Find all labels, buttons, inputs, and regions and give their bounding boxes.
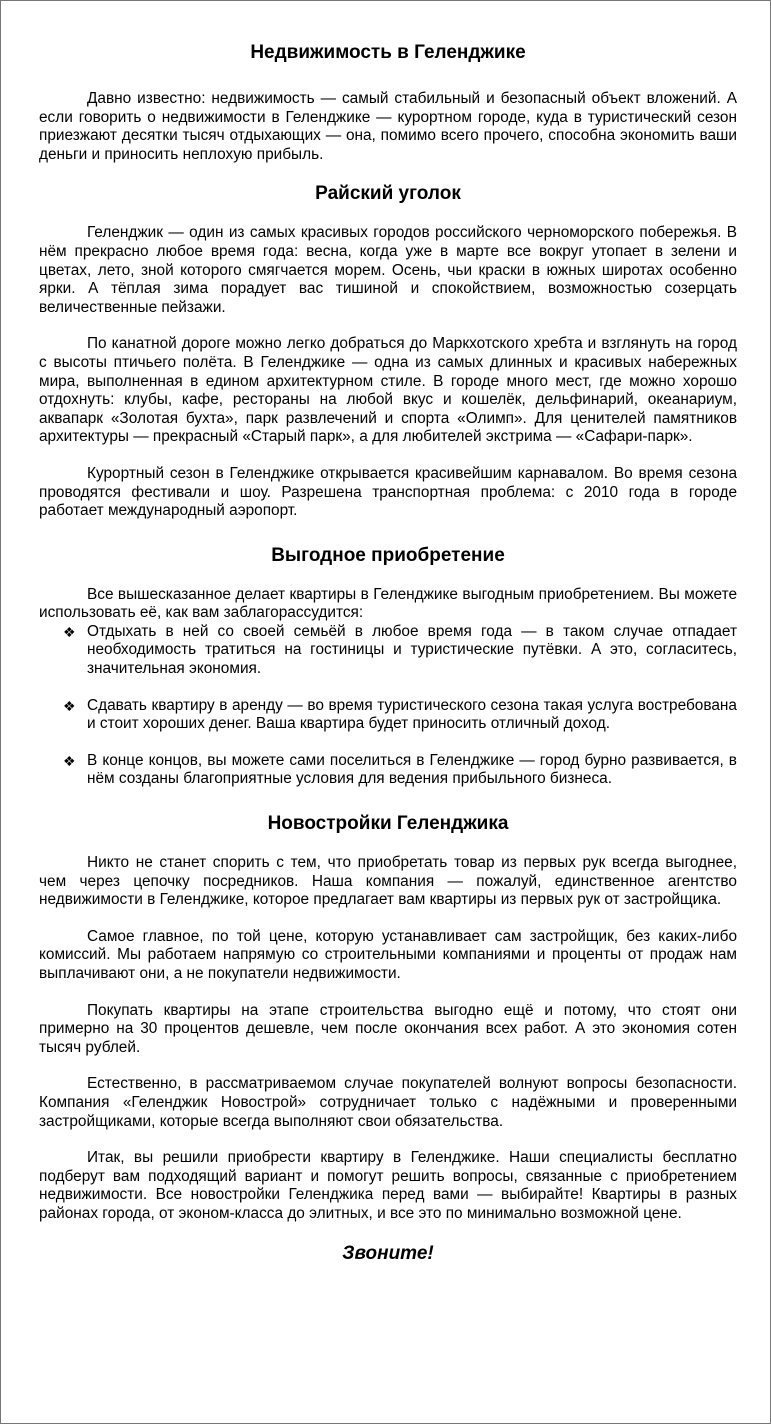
list-item-text: В конце концов, вы можете сами поселиться в Геленджике — город бурно развивается, в нём созданы благоприятные условия для ведения прибыльного бизнеса.	[87, 751, 737, 788]
list-item	[39, 697, 737, 734]
paradise-paragraph-3: Курортный сезон в Геленджике открывается красивейшим карнавалом. Во время сезона проводятся фестивали и шоу. Разрешена транспортная проблема: с 2010 года в городе работает международный аэропорт.	[39, 464, 737, 520]
diamond-bullet-icon: ❖	[63, 623, 76, 640]
section-heading-new-buildings: Новостройки Геленджика	[267, 813, 509, 835]
diamond-bullet-icon: ❖	[63, 697, 76, 714]
new-buildings-paragraph-4: Естественно, в рассматриваемом случае покупателей волнуют вопросы безопасности. Компания «Геленджик Новострой» сотрудничает только с надёжными и проверенными застройщиками, которые всегда выполняют свои обязательства.	[39, 1075, 737, 1130]
closing-call: Звоните!	[342, 1242, 434, 1264]
list-item	[39, 623, 737, 679]
section-heading-purchase: Выгодное приобретение	[271, 544, 505, 566]
page-title: Недвижимость в Геленджике	[250, 42, 526, 63]
new-buildings-paragraph-1: Никто не станет спорить с тем, что приобретать товар из первых рук всегда выгоднее, чем через цепочку посредников. Наша компания — пожалуй, единственное агентство недвижимости в Геленджике, которое предлагает вам квартиры из первых рук от застройщика.	[39, 854, 737, 909]
benefits-list	[39, 623, 737, 789]
list-item-text: Отдыхать в ней со своей семьёй в любое время года — в таком случае отпадает необходимость тратиться на гостиницы и туристические путёвки. А это, согласитесь, значительная экономия.	[87, 622, 737, 678]
section-heading-paradise: Райский уголок	[315, 183, 461, 205]
new-buildings-paragraph-3: Покупать квартиры на этапе строительства выгодно ещё и потому, что стоят они примерно на 30 процентов дешевле, чем после окончания всех работ. А это экономия сотен тысяч рублей.	[39, 1001, 737, 1056]
list-item-text: Сдавать квартиру в аренду — во время туристического сезона такая услуга востребована и стоит хороших денег. Ваша квартира будет приносить отличный доход.	[87, 696, 737, 733]
document-content	[39, 41, 737, 1266]
purchase-lead-paragraph: Все вышесказанное делает квартиры в Геленджике выгодным приобретением. Вы можете использовать её, как вам заблагорассудится:	[39, 585, 737, 622]
diamond-bullet-icon: ❖	[63, 752, 76, 769]
new-buildings-paragraph-2: Самое главное, по той цене, которую устанавливает сам застройщик, без каких-либо комиссий. Мы работаем напрямую со строительными компаниями и проценты от продаж нам выплачивают они, а не покупатели недвижимости.	[39, 927, 737, 982]
intro-paragraph: Давно известно: недвижимость — самый стабильный и безопасный объект вложений. А если говорить о недвижимости в Геленджике — курортном городе, куда в туристический сезон приезжают десятки тысяч отдыхающих — она, помимо всего прочего, способна экономить ваши деньги и приносить неплохую прибыль.	[39, 90, 737, 163]
new-buildings-paragraph-5: Итак, вы решили приобрести квартиру в Геленджике. Наши специалисты бесплатно подберут вам подходящий вариант и помогут решить вопросы, связанные с приобретением недвижимости. Все новостройки Геленджика перед вами — выбирайте! Квартиры в разных районах города, от эконом-класса до элитных, и все это по минимально возможной цене.	[39, 1149, 737, 1222]
list-item	[39, 752, 737, 789]
paradise-paragraph-1: Геленджик — один из самых красивых городов российского черноморского побережья. В нём прекрасно любое время года: весна, когда уже в марте все вокруг утопает в зелени и цветах, лето, зной которого смягчается морем. Осень, чьи краски в южных широтах особенно ярки. А тёплая зима порадует вас тишиной и спокойствием, возможностью созерцать величественные пейзажи.	[39, 224, 737, 316]
paradise-paragraph-2: По канатной дороге можно легко добраться до Маркхотского хребта и взглянуть на город с высоты птичьего полёта. В Геленджике — одна из самых длинных и красивых набережных мира, выполненная в едином архитектурном стиле. В городе много мест, где можно хорошо отдохнуть: клубы, кафе, рестораны на любой вкус и кошелёк, дельфинарий, океанариум, аквапарк «Золотая бухта», парк развлечений и спорта «Олимп». Для ценителей памятников архитектуры — прекрасный «Старый парк», а для любителей экстрима — «Сафари-парк».	[39, 335, 737, 446]
